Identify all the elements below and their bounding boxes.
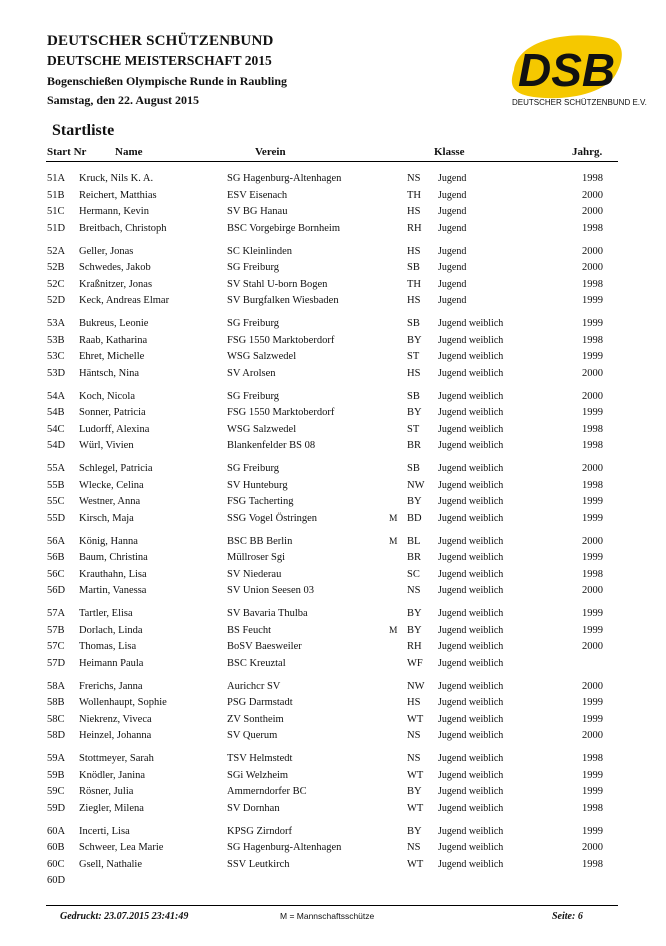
birth-year: 1999 xyxy=(582,713,603,725)
class-name: Jugend weiblich xyxy=(438,842,504,853)
logo-text: DSB xyxy=(518,44,616,96)
state-code: ST xyxy=(407,423,420,435)
table-row xyxy=(0,316,666,332)
club-name: SG Hagenburg-Altenhagen xyxy=(227,173,342,184)
start-number: 52B xyxy=(47,262,65,274)
athlete-name: König, Hanna xyxy=(79,535,138,547)
athlete-name: Häntsch, Nina xyxy=(79,367,140,379)
club-name: SV Dornhan xyxy=(227,802,280,814)
state-code: SC xyxy=(407,568,420,580)
club-name: ESV Eisenach xyxy=(227,189,288,201)
club-name: BSC Vorgebirge Bornheim xyxy=(227,222,340,234)
class-name: Jugend xyxy=(438,262,467,274)
state-code: SB xyxy=(407,262,420,274)
column-header-name: Name xyxy=(115,146,143,158)
table-row xyxy=(0,751,666,767)
state-code: WT xyxy=(407,858,424,870)
state-code: HS xyxy=(407,206,421,218)
club-name: SG Freiburg xyxy=(227,463,280,474)
table-row xyxy=(0,478,666,494)
table-row xyxy=(0,260,666,276)
start-number: 55A xyxy=(47,463,66,474)
start-number: 60A xyxy=(47,825,66,837)
athlete-name: Raab, Katharina xyxy=(79,334,148,346)
class-name: Jugend weiblich xyxy=(438,585,504,597)
class-name: Jugend weiblich xyxy=(438,479,504,491)
club-name: Ammerndorfer BC xyxy=(227,786,307,798)
club-name: SG Hagenburg-Altenhagen xyxy=(227,842,342,853)
table-row xyxy=(0,784,666,800)
state-code: BY xyxy=(407,624,422,636)
start-number: 56A xyxy=(47,535,66,547)
athlete-name: Dorlach, Linda xyxy=(79,624,143,636)
start-number: 54A xyxy=(47,390,66,402)
birth-year: 1998 xyxy=(582,858,603,870)
column-header-jahrgang: Jahrg. xyxy=(572,146,603,158)
state-code: WT xyxy=(407,769,424,781)
start-number: 58A xyxy=(47,680,66,692)
athlete-name: Keck, Andreas Elmar xyxy=(79,295,170,307)
table-row xyxy=(0,679,666,695)
class-name: Jugend weiblich xyxy=(438,407,504,419)
birth-year: 1999 xyxy=(582,512,603,524)
table-row xyxy=(0,639,666,655)
start-number: 52D xyxy=(47,295,66,307)
state-code: BY xyxy=(407,407,422,419)
state-code: BY xyxy=(407,334,422,346)
table-row xyxy=(0,840,666,856)
table-row xyxy=(0,221,666,237)
birth-year: 1998 xyxy=(582,222,603,234)
class-name: Jugend weiblich xyxy=(438,552,504,564)
birth-year: 2000 xyxy=(582,390,603,402)
team-marker: M xyxy=(389,513,398,524)
table-row xyxy=(0,244,666,260)
birth-year: 1999 xyxy=(582,407,603,419)
column-header-verein: Verein xyxy=(255,146,286,158)
club-name: KPSG Zirndorf xyxy=(227,825,293,837)
table-row xyxy=(0,567,666,583)
club-name: SSG Vogel Östringen xyxy=(227,512,318,524)
class-name: Jugend weiblich xyxy=(438,641,504,653)
athlete-name: Kirsch, Maja xyxy=(79,512,134,524)
class-name: Jugend xyxy=(438,222,467,234)
class-name: Jugend xyxy=(438,278,467,290)
table-row xyxy=(0,857,666,873)
birth-year: 1999 xyxy=(582,295,603,307)
state-code: TH xyxy=(407,189,421,201)
birth-year: 1999 xyxy=(582,825,603,837)
athlete-name: Niekrenz, Viveca xyxy=(79,713,152,725)
athlete-name: Heimann Paula xyxy=(79,657,144,669)
club-name: BSC BB Berlin xyxy=(227,535,293,547)
championship-title: DEUTSCHE MEISTERSCHAFT 2015 xyxy=(47,53,272,68)
athlete-name: Ziegler, Milena xyxy=(79,802,144,814)
class-name: Jugend weiblich xyxy=(438,496,504,508)
start-number: 51D xyxy=(47,222,66,234)
state-code: WT xyxy=(407,713,424,725)
birth-year: 1999 xyxy=(582,496,603,508)
birth-year: 2000 xyxy=(582,206,603,218)
class-name: Jugend xyxy=(438,206,467,218)
birth-year: 1999 xyxy=(582,608,603,619)
class-name: Jugend weiblich xyxy=(438,802,504,814)
table-row xyxy=(0,606,666,622)
athlete-name: Frerichs, Janna xyxy=(79,680,143,692)
birth-year: 2000 xyxy=(582,730,603,742)
table-row xyxy=(0,550,666,566)
start-number: 57B xyxy=(47,624,65,636)
state-code: NS xyxy=(407,753,421,764)
column-header-start: Start Nr xyxy=(47,146,87,158)
table-row xyxy=(0,534,666,550)
athlete-name: Tartler, Elisa xyxy=(79,608,133,619)
club-name: SG Freiburg xyxy=(227,262,280,274)
start-number: 56C xyxy=(47,568,65,580)
athlete-name: Breitbach, Christoph xyxy=(79,222,167,234)
start-number: 53D xyxy=(47,367,66,379)
birth-year: 2000 xyxy=(582,463,603,474)
state-code: BR xyxy=(407,440,422,452)
club-name: BoSV Baesweiler xyxy=(227,641,302,653)
state-code: HS xyxy=(407,697,421,708)
club-name: Aurichcr SV xyxy=(227,680,281,692)
state-code: NS xyxy=(407,842,421,853)
class-name: Jugend xyxy=(438,189,467,201)
athlete-name: Sonner, Patricia xyxy=(79,407,146,419)
club-name: SG Freiburg xyxy=(227,390,280,402)
birth-year: 2000 xyxy=(582,585,603,597)
table-row xyxy=(0,293,666,309)
athlete-name: Kraßnitzer, Jonas xyxy=(79,278,153,290)
start-number: 59A xyxy=(47,753,66,764)
table-row xyxy=(0,511,666,527)
club-name: BSC Kreuztal xyxy=(227,657,286,669)
club-name: SGi Welzheim xyxy=(227,769,289,781)
birth-year: 1998 xyxy=(582,423,603,435)
birth-year: 1999 xyxy=(582,786,603,798)
state-code: WT xyxy=(407,802,424,814)
class-name: Jugend weiblich xyxy=(438,730,504,742)
athlete-name: Kruck, Nils K. A. xyxy=(79,173,154,184)
table-row xyxy=(0,389,666,405)
state-code: NW xyxy=(407,680,425,692)
athlete-name: Krauthahn, Lisa xyxy=(79,568,147,580)
start-number: 59B xyxy=(47,769,65,781)
class-name: Jugend xyxy=(438,173,467,184)
athlete-name: Bukreus, Leonie xyxy=(79,318,149,329)
start-number: 55C xyxy=(47,496,65,508)
athlete-name: Baum, Christina xyxy=(79,552,148,564)
club-name: ZV Sontheim xyxy=(227,713,284,725)
class-name: Jugend weiblich xyxy=(438,512,504,524)
state-code: WF xyxy=(407,657,423,669)
birth-year: 1999 xyxy=(582,769,603,781)
club-name: SV Arolsen xyxy=(227,367,276,379)
table-row xyxy=(0,712,666,728)
club-name: TSV Helmstedt xyxy=(227,753,293,764)
birth-year: 1998 xyxy=(582,568,603,580)
start-number: 57A xyxy=(47,608,66,619)
club-name: SV Bavaria Thulba xyxy=(227,608,308,619)
athlete-name: Thomas, Lisa xyxy=(79,641,137,653)
athlete-name: Schwedes, Jakob xyxy=(79,262,151,274)
class-name: Jugend weiblich xyxy=(438,697,504,708)
athlete-name: Koch, Nicola xyxy=(79,390,135,402)
class-name: Jugend weiblich xyxy=(438,423,504,435)
table-row xyxy=(0,623,666,639)
start-number: 52C xyxy=(47,278,65,290)
birth-year: 1998 xyxy=(582,173,603,184)
table-row xyxy=(0,873,666,889)
athlete-name: Stottmeyer, Sarah xyxy=(79,753,154,764)
table-row xyxy=(0,204,666,220)
state-code: SB xyxy=(407,390,420,402)
class-name: Jugend weiblich xyxy=(438,351,504,363)
club-name: SV Querum xyxy=(227,730,278,742)
class-name: Jugend weiblich xyxy=(438,390,504,402)
footer-divider xyxy=(46,905,618,906)
table-row xyxy=(0,824,666,840)
birth-year: 2000 xyxy=(582,641,603,653)
state-code: TH xyxy=(407,278,421,290)
table-row xyxy=(0,695,666,711)
class-name: Jugend weiblich xyxy=(438,463,504,474)
class-name: Jugend weiblich xyxy=(438,334,504,346)
table-row xyxy=(0,494,666,510)
athlete-name: Martin, Vanessa xyxy=(79,585,147,597)
start-number: 51C xyxy=(47,206,65,218)
class-name: Jugend weiblich xyxy=(438,753,504,764)
start-number: 60D xyxy=(47,875,66,887)
table-row xyxy=(0,333,666,349)
class-name: Jugend weiblich xyxy=(438,713,504,725)
birth-year: 1998 xyxy=(582,802,603,814)
state-code: BY xyxy=(407,786,422,798)
club-name: SC Kleinlinden xyxy=(227,245,293,257)
state-code: RH xyxy=(407,222,422,234)
class-name: Jugend weiblich xyxy=(438,318,504,329)
table-row xyxy=(0,277,666,293)
birth-year: 2000 xyxy=(582,535,603,547)
club-name: FSG 1550 Marktoberdorf xyxy=(227,407,335,419)
class-name: Jugend weiblich xyxy=(438,367,504,379)
club-name: WSG Salzwedel xyxy=(227,351,297,363)
birth-year: 1999 xyxy=(582,351,603,363)
event-date: Samstag, den 22. August 2015 xyxy=(47,93,200,107)
start-number: 52A xyxy=(47,245,66,257)
state-code: NS xyxy=(407,585,421,597)
state-code: NW xyxy=(407,479,425,491)
state-code: ST xyxy=(407,351,420,363)
table-row xyxy=(0,728,666,744)
class-name: Jugend xyxy=(438,295,467,307)
birth-year: 1999 xyxy=(582,697,603,708)
page-title: Startliste xyxy=(52,122,115,139)
start-number: 58C xyxy=(47,713,65,725)
club-name: FSG 1550 Marktoberdorf xyxy=(227,334,335,346)
page-number: Seite: 6 xyxy=(552,911,583,922)
birth-year: 2000 xyxy=(582,262,603,274)
class-name: Jugend weiblich xyxy=(438,568,504,580)
class-name: Jugend weiblich xyxy=(438,769,504,781)
state-code: SB xyxy=(407,318,420,329)
class-name: Jugend weiblich xyxy=(438,440,504,452)
start-number: 56B xyxy=(47,552,65,564)
start-number: 58D xyxy=(47,730,66,742)
club-name: BS Feucht xyxy=(227,624,272,636)
birth-year: 1999 xyxy=(582,624,603,636)
birth-year: 1998 xyxy=(582,753,603,764)
club-name: SSV Leutkirch xyxy=(227,858,290,870)
club-name: SG Freiburg xyxy=(227,318,280,329)
start-number: 56D xyxy=(47,585,66,597)
logo-subtitle: DEUTSCHER SCHÜTZENBUND E.V. xyxy=(512,98,647,107)
start-number: 53B xyxy=(47,334,65,346)
table-row xyxy=(0,188,666,204)
birth-year: 1998 xyxy=(582,479,603,491)
birth-year: 1998 xyxy=(582,440,603,452)
club-name: SV Hunteburg xyxy=(227,479,288,491)
athlete-name: Incerti, Lisa xyxy=(79,825,130,837)
club-name: FSG Tacherting xyxy=(227,496,294,508)
athlete-name: Reichert, Matthias xyxy=(79,189,157,201)
athlete-name: Rösner, Julia xyxy=(79,786,134,798)
club-name: WSG Salzwedel xyxy=(227,423,297,435)
club-name: Müllroser Sgi xyxy=(227,552,286,564)
state-code: BY xyxy=(407,496,422,508)
athlete-name: Ludorff, Alexina xyxy=(79,423,150,435)
start-number: 55B xyxy=(47,479,65,491)
table-row xyxy=(0,583,666,599)
table-row xyxy=(0,366,666,382)
start-number: 57D xyxy=(47,657,66,669)
birth-year: 1998 xyxy=(582,278,603,290)
birth-year: 2000 xyxy=(582,189,603,201)
state-code: BR xyxy=(407,552,422,564)
athlete-name: Geller, Jonas xyxy=(79,245,134,257)
athlete-name: Hermann, Kevin xyxy=(79,206,149,218)
state-code: HS xyxy=(407,295,421,307)
start-number: 55D xyxy=(47,512,66,524)
table-row xyxy=(0,801,666,817)
class-name: Jugend weiblich xyxy=(438,657,504,669)
club-name: SV Burgfalken Wiesbaden xyxy=(227,295,339,307)
athlete-name: Schlegel, Patricia xyxy=(79,463,153,474)
start-number: 51B xyxy=(47,189,65,201)
state-code: NS xyxy=(407,173,421,184)
start-number: 54B xyxy=(47,407,65,419)
athlete-name: Schweer, Lea Marie xyxy=(79,842,164,853)
birth-year: 1999 xyxy=(582,318,603,329)
club-name: SV Union Seesen 03 xyxy=(227,585,315,597)
start-number: 53A xyxy=(47,318,66,329)
club-name: SV BG Hanau xyxy=(227,206,288,218)
team-marker: M xyxy=(389,536,398,547)
federation-title: DEUTSCHER SCHÜTZENBUND xyxy=(47,33,274,49)
class-name: Jugend weiblich xyxy=(438,535,504,547)
birth-year: 2000 xyxy=(582,367,603,379)
birth-year: 2000 xyxy=(582,842,603,853)
state-code: BY xyxy=(407,608,422,619)
column-header-klasse: Klasse xyxy=(434,146,465,158)
birth-year: 2000 xyxy=(582,680,603,692)
start-number: 60C xyxy=(47,858,65,870)
class-name: Jugend weiblich xyxy=(438,858,504,870)
club-name: Blankenfelder BS 08 xyxy=(227,440,316,452)
table-row xyxy=(0,768,666,784)
start-number: 54D xyxy=(47,440,66,452)
athlete-name: Knödler, Janina xyxy=(79,769,146,781)
athlete-name: Würl, Vivien xyxy=(79,440,134,452)
table-row xyxy=(0,656,666,672)
table-row xyxy=(0,422,666,438)
state-code: NS xyxy=(407,730,421,742)
legend-note: M = Mannschaftsschütze xyxy=(280,911,375,921)
class-name: Jugend xyxy=(438,245,467,257)
class-name: Jugend weiblich xyxy=(438,825,504,837)
athlete-name: Wlecke, Celina xyxy=(79,479,144,491)
athlete-name: Gsell, Nathalie xyxy=(79,858,142,870)
start-number: 51A xyxy=(47,173,66,184)
state-code: SB xyxy=(407,463,420,474)
start-number: 54C xyxy=(47,423,65,435)
state-code: BL xyxy=(407,535,421,547)
start-number: 59D xyxy=(47,802,66,814)
class-name: Jugend weiblich xyxy=(438,624,504,636)
athlete-name: Wollenhaupt, Sophie xyxy=(79,697,167,708)
start-number: 60B xyxy=(47,842,65,853)
event-title: Bogenschießen Olympische Runde in Raubling xyxy=(47,74,288,88)
class-name: Jugend weiblich xyxy=(438,786,504,798)
team-marker: M xyxy=(389,625,398,636)
state-code: RH xyxy=(407,641,422,653)
class-name: Jugend weiblich xyxy=(438,680,504,692)
table-row xyxy=(0,171,666,187)
state-code: HS xyxy=(407,367,421,379)
club-name: PSG Darmstadt xyxy=(227,697,293,708)
start-number: 53C xyxy=(47,351,65,363)
birth-year: 1999 xyxy=(582,552,603,564)
state-code: HS xyxy=(407,245,421,257)
start-number: 59C xyxy=(47,786,65,798)
athlete-name: Westner, Anna xyxy=(79,496,141,508)
club-name: SV Niederau xyxy=(227,568,282,580)
start-number: 57C xyxy=(47,641,65,653)
printed-timestamp: Gedruckt: 23.07.2015 23:41:49 xyxy=(60,911,189,922)
athlete-name: Ehret, Michelle xyxy=(79,351,145,363)
table-row xyxy=(0,461,666,477)
start-number: 58B xyxy=(47,697,65,708)
birth-year: 2000 xyxy=(582,245,603,257)
club-name: SV Stahl U-born Bogen xyxy=(227,278,328,290)
state-code: BD xyxy=(407,512,422,524)
birth-year: 1998 xyxy=(582,334,603,346)
table-row xyxy=(0,405,666,421)
class-name: Jugend weiblich xyxy=(438,608,504,619)
athlete-name: Heinzel, Johanna xyxy=(79,730,152,742)
table-row xyxy=(0,438,666,454)
table-row xyxy=(0,349,666,365)
state-code: BY xyxy=(407,825,422,837)
